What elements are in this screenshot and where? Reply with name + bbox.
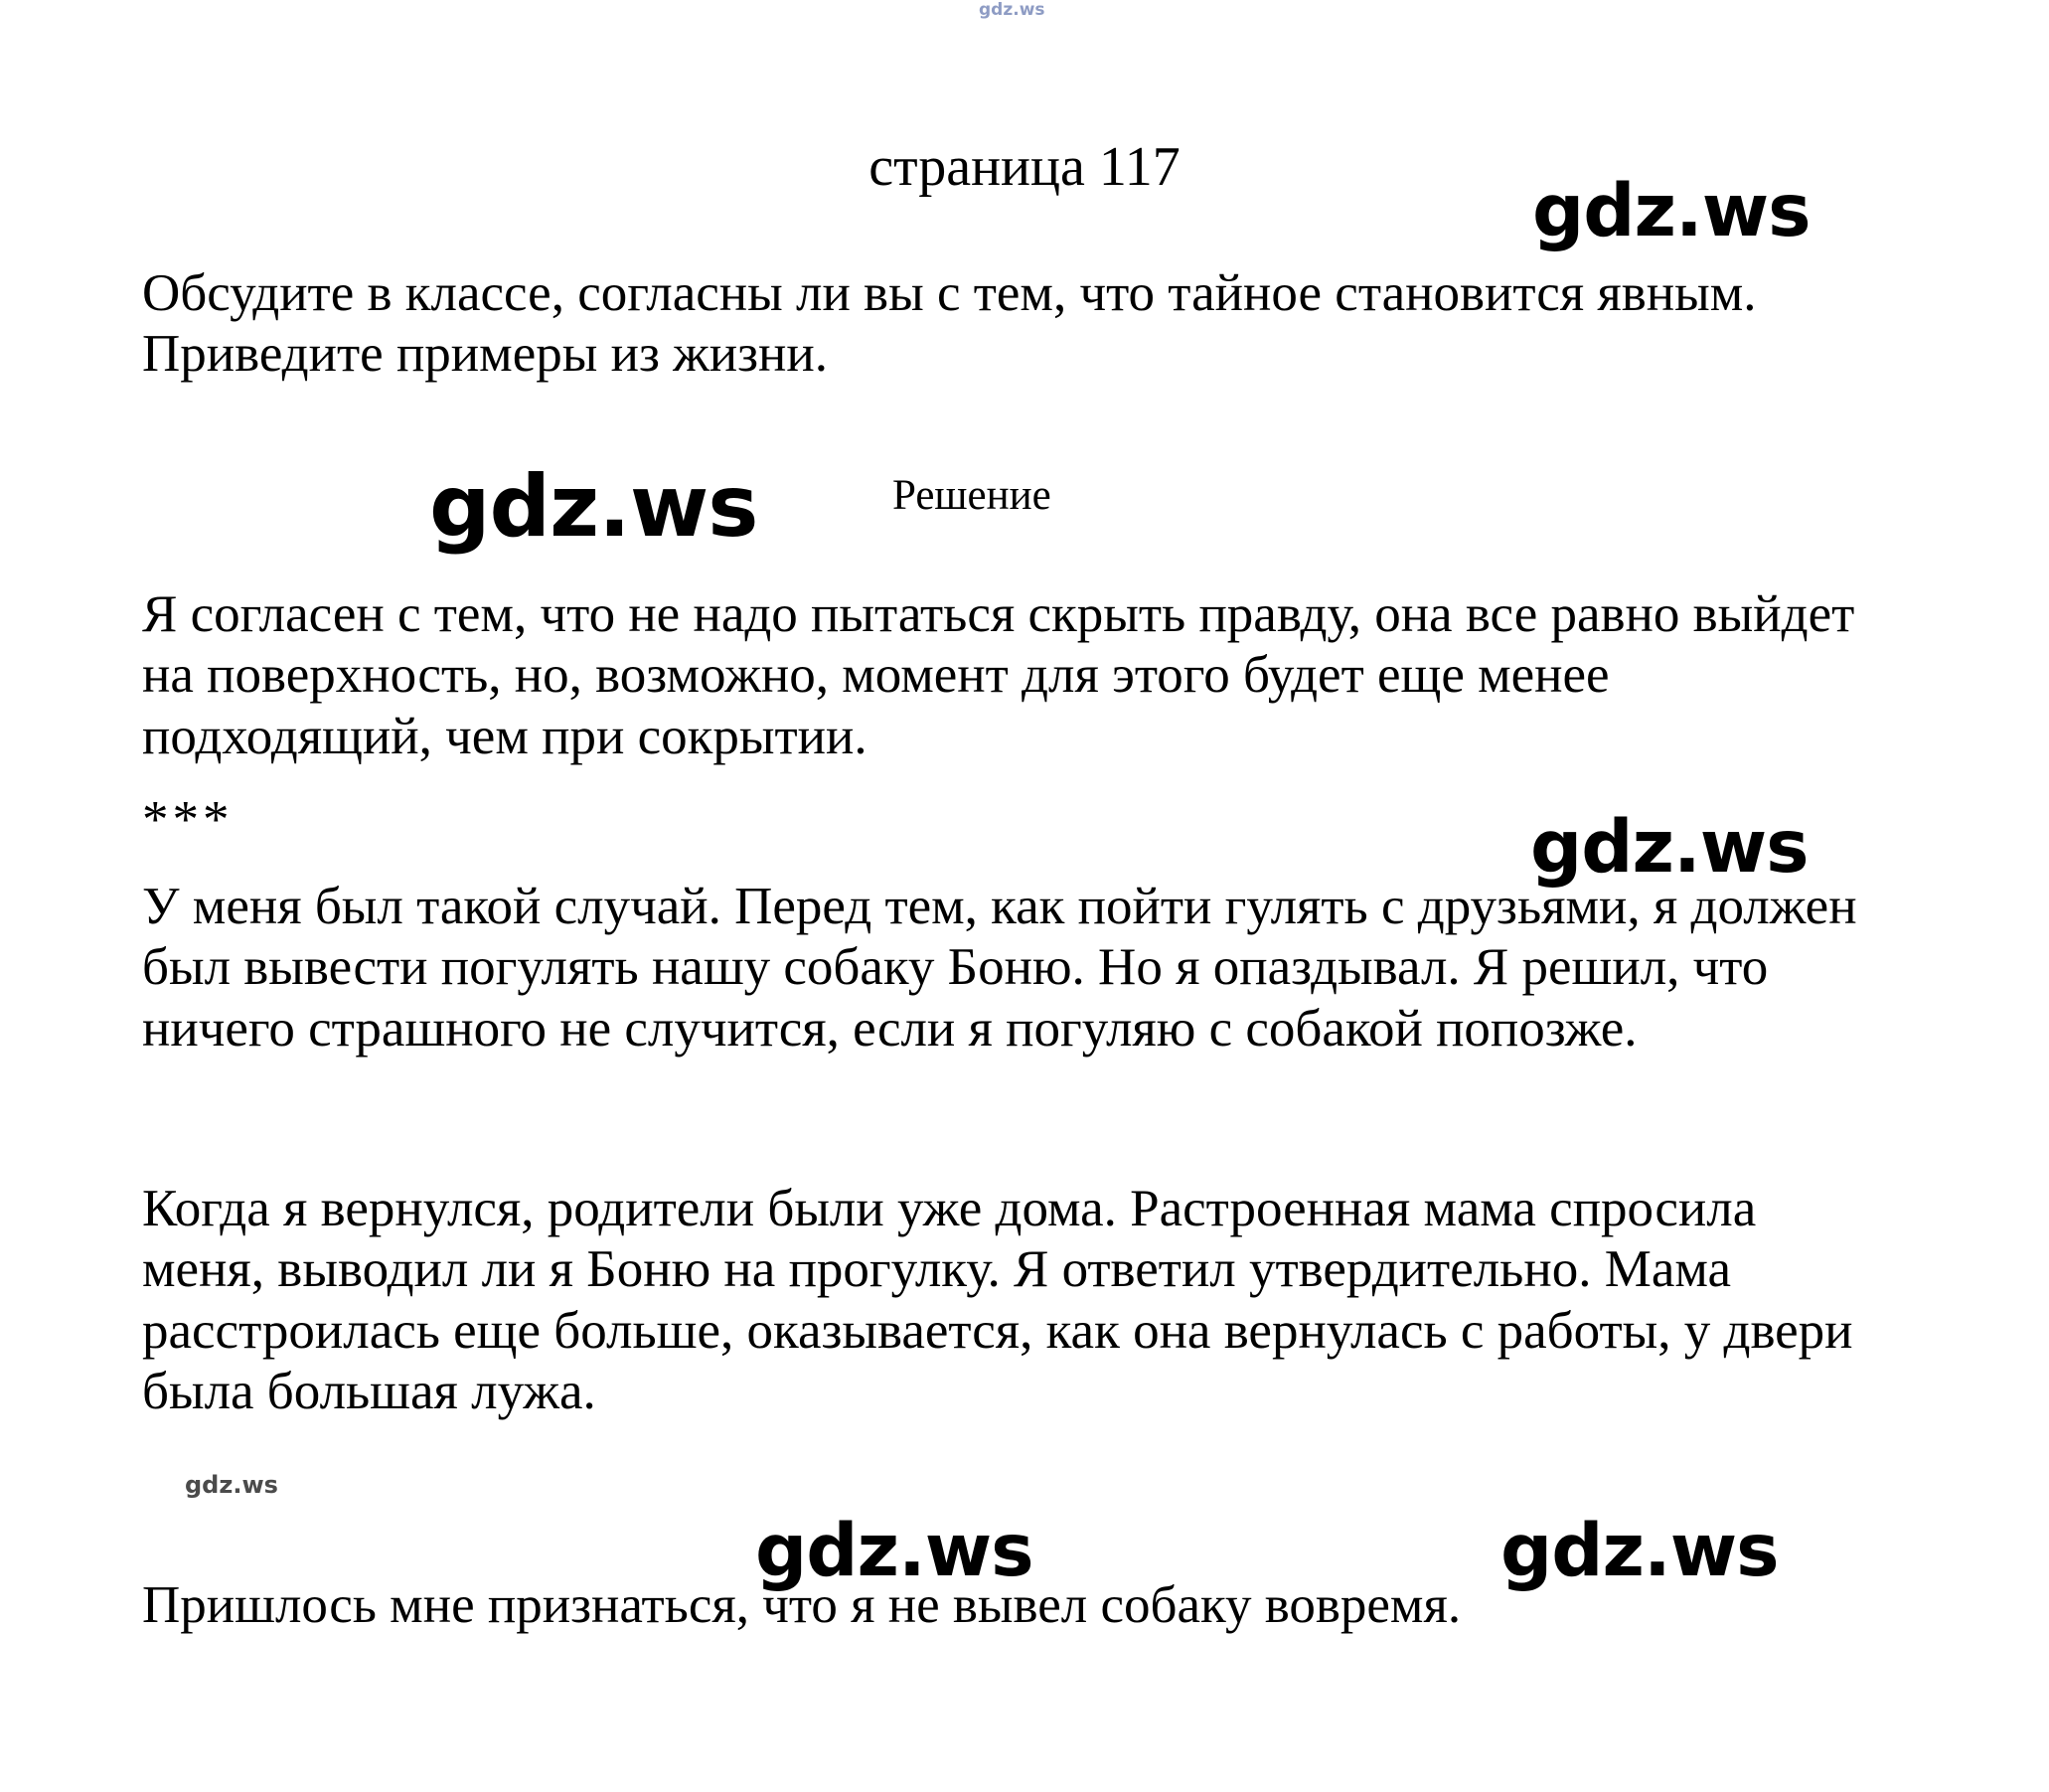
task-text: Обсудите в классе, согласны ли вы с тем, что тайное становится явным. Приведите примеры из жизни. <box>142 264 1757 384</box>
watermark-brand-5: gdz.ws <box>1500 1509 1779 1593</box>
story-paragraph-1: У меня был такой случай. Перед тем, как пойти гулять с друзьями, я должен был вывести погулять нашу собаку Боню. Но я опаздывал. Я решил, что ничего страшного не случится, если я погуляю с собакой попозже. <box>142 878 1857 1058</box>
watermark-brand-small: gdz.ws <box>185 1471 278 1499</box>
watermark-brand-3: gdz.ws <box>1530 805 1809 890</box>
watermark-brand-4: gdz.ws <box>755 1509 1033 1593</box>
story-final-line: Пришлось мне признаться, что я не вывел собаку вовремя. <box>142 1576 1462 1634</box>
page-title: страница 117 <box>868 136 1181 198</box>
watermark-brand-1: gdz.ws <box>1532 169 1811 253</box>
story-paragraph-2: Когда я вернулся, родители были уже дома. Растроенная мама спросила меня, выводил ли я Боню на прогулку. Я ответил утвердительно. Мама расстроилась еще больше, оказывается, как она вернулась с работы, у двери была большая лужа. <box>142 1180 1853 1421</box>
answer-paragraph: Я согласен с тем, что не надо пытаться скрыть правду, она все равно выйдет на поверхность, но, возможно, момент для этого будет еще менее подходящий, чем при сокрытии. <box>142 585 1855 765</box>
watermark-brand-2: gdz.ws <box>429 457 758 557</box>
solution-label: Решение <box>892 472 1051 519</box>
watermark-top: gdz.ws <box>979 0 1045 20</box>
separator-asterisks: *** <box>142 791 234 849</box>
